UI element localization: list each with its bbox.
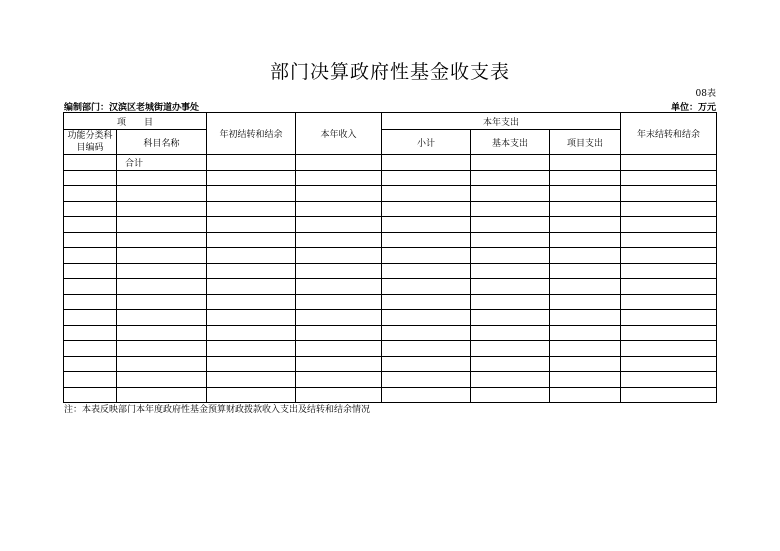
cell-code bbox=[64, 279, 117, 295]
cell-subtotal bbox=[382, 372, 471, 388]
cell-closing bbox=[621, 387, 717, 403]
cell-name bbox=[117, 201, 207, 217]
cell-basic bbox=[471, 372, 550, 388]
cell-name bbox=[117, 217, 207, 233]
cell-name bbox=[117, 372, 207, 388]
header-item: 项 目 bbox=[64, 113, 207, 130]
cell-opening bbox=[207, 217, 296, 233]
cell-opening bbox=[207, 341, 296, 357]
cell-name bbox=[117, 263, 207, 279]
cell-opening bbox=[207, 263, 296, 279]
cell-income bbox=[296, 217, 382, 233]
cell-name: 合计 bbox=[117, 155, 207, 171]
header-project: 项目支出 bbox=[550, 130, 621, 155]
cell-income bbox=[296, 263, 382, 279]
cell-project bbox=[550, 170, 621, 186]
cell-income bbox=[296, 310, 382, 326]
table-row bbox=[64, 372, 717, 388]
table-row bbox=[64, 170, 717, 186]
cell-closing bbox=[621, 155, 717, 171]
cell-opening bbox=[207, 155, 296, 171]
cell-income bbox=[296, 248, 382, 264]
cell-subtotal bbox=[382, 310, 471, 326]
cell-income bbox=[296, 232, 382, 248]
cell-project bbox=[550, 201, 621, 217]
cell-project bbox=[550, 372, 621, 388]
cell-basic bbox=[471, 279, 550, 295]
cell-code bbox=[64, 186, 117, 202]
cell-code bbox=[64, 232, 117, 248]
department-label: 编制部门：汉滨区老城街道办事处 bbox=[64, 103, 200, 113]
cell-subtotal bbox=[382, 325, 471, 341]
table-row bbox=[64, 186, 717, 202]
cell-basic bbox=[471, 294, 550, 310]
cell-closing bbox=[621, 356, 717, 372]
cell-subtotal bbox=[382, 232, 471, 248]
cell-subtotal bbox=[382, 155, 471, 171]
table-row bbox=[64, 325, 717, 341]
cell-project bbox=[550, 356, 621, 372]
cell-name bbox=[117, 294, 207, 310]
cell-basic bbox=[471, 387, 550, 403]
header-basic: 基本支出 bbox=[471, 130, 550, 155]
cell-code bbox=[64, 217, 117, 233]
cell-basic bbox=[471, 217, 550, 233]
table-row bbox=[64, 294, 717, 310]
cell-code bbox=[64, 294, 117, 310]
header-expenditure: 本年支出 bbox=[382, 113, 621, 130]
cell-income bbox=[296, 356, 382, 372]
cell-basic bbox=[471, 248, 550, 264]
cell-subtotal bbox=[382, 387, 471, 403]
cell-opening bbox=[207, 186, 296, 202]
cell-closing bbox=[621, 310, 717, 326]
cell-opening bbox=[207, 372, 296, 388]
table-row bbox=[64, 232, 717, 248]
table-row bbox=[64, 248, 717, 264]
cell-project bbox=[550, 325, 621, 341]
cell-income bbox=[296, 325, 382, 341]
cell-code bbox=[64, 248, 117, 264]
table-row bbox=[64, 263, 717, 279]
cell-closing bbox=[621, 217, 717, 233]
cell-basic bbox=[471, 325, 550, 341]
cell-closing bbox=[621, 263, 717, 279]
cell-income bbox=[296, 155, 382, 171]
cell-project bbox=[550, 263, 621, 279]
cell-opening bbox=[207, 356, 296, 372]
table-code: 08表 bbox=[695, 89, 716, 99]
cell-subtotal bbox=[382, 248, 471, 264]
table-row bbox=[64, 279, 717, 295]
table-row bbox=[64, 387, 717, 403]
cell-project bbox=[550, 232, 621, 248]
cell-name bbox=[117, 356, 207, 372]
cell-opening bbox=[207, 294, 296, 310]
cell-project bbox=[550, 248, 621, 264]
cell-income bbox=[296, 279, 382, 295]
cell-opening bbox=[207, 201, 296, 217]
cell-name bbox=[117, 279, 207, 295]
cell-subtotal bbox=[382, 170, 471, 186]
cell-income bbox=[296, 294, 382, 310]
cell-basic bbox=[471, 232, 550, 248]
table-row bbox=[64, 155, 717, 171]
header-row-2 bbox=[64, 130, 717, 155]
cell-project bbox=[550, 387, 621, 403]
cell-code bbox=[64, 341, 117, 357]
cell-basic bbox=[471, 263, 550, 279]
cell-opening bbox=[207, 310, 296, 326]
cell-subtotal bbox=[382, 341, 471, 357]
cell-name bbox=[117, 170, 207, 186]
table-row bbox=[64, 217, 717, 233]
cell-basic bbox=[471, 356, 550, 372]
cell-code bbox=[64, 170, 117, 186]
cell-code bbox=[64, 325, 117, 341]
cell-closing bbox=[621, 372, 717, 388]
header-subtotal: 小计 bbox=[382, 130, 471, 155]
cell-project bbox=[550, 341, 621, 357]
cell-code bbox=[64, 356, 117, 372]
cell-closing bbox=[621, 248, 717, 264]
cell-project bbox=[550, 217, 621, 233]
cell-basic bbox=[471, 341, 550, 357]
table-row bbox=[64, 201, 717, 217]
cell-income bbox=[296, 186, 382, 202]
cell-code bbox=[64, 387, 117, 403]
unit-label: 单位：万元 bbox=[670, 103, 716, 113]
cell-closing bbox=[621, 325, 717, 341]
cell-basic bbox=[471, 186, 550, 202]
cell-closing bbox=[621, 201, 717, 217]
cell-closing bbox=[621, 279, 717, 295]
header-closing-balance: 年末结转和结余 bbox=[621, 113, 717, 155]
cell-income bbox=[296, 341, 382, 357]
cell-income bbox=[296, 201, 382, 217]
cell-opening bbox=[207, 279, 296, 295]
cell-code bbox=[64, 310, 117, 326]
cell-subtotal bbox=[382, 263, 471, 279]
cell-basic bbox=[471, 310, 550, 326]
cell-project bbox=[550, 310, 621, 326]
cell-code bbox=[64, 372, 117, 388]
page-title: 部门决算政府性基金收支表 bbox=[269, 61, 510, 83]
cell-project bbox=[550, 294, 621, 310]
header-row-1 bbox=[64, 113, 717, 130]
cell-subtotal bbox=[382, 201, 471, 217]
cell-name bbox=[117, 232, 207, 248]
cell-subtotal bbox=[382, 294, 471, 310]
cell-opening bbox=[207, 232, 296, 248]
cell-closing bbox=[621, 341, 717, 357]
cell-project bbox=[550, 186, 621, 202]
cell-closing bbox=[621, 232, 717, 248]
table-row bbox=[64, 310, 717, 326]
cell-income bbox=[296, 387, 382, 403]
header-func-code-line1: 功能分类科 bbox=[67, 131, 113, 141]
cell-closing bbox=[621, 186, 717, 202]
cell-opening bbox=[207, 170, 296, 186]
fund-table bbox=[63, 112, 717, 403]
cell-name bbox=[117, 341, 207, 357]
cell-closing bbox=[621, 294, 717, 310]
cell-basic bbox=[471, 201, 550, 217]
cell-project bbox=[550, 155, 621, 171]
table-row bbox=[64, 341, 717, 357]
header-func-code bbox=[64, 130, 117, 155]
cell-basic bbox=[471, 155, 550, 171]
cell-subtotal bbox=[382, 279, 471, 295]
cell-subtotal bbox=[382, 217, 471, 233]
cell-code bbox=[64, 155, 117, 171]
cell-name bbox=[117, 248, 207, 264]
cell-code bbox=[64, 263, 117, 279]
cell-name bbox=[117, 387, 207, 403]
cell-basic bbox=[471, 170, 550, 186]
cell-subtotal bbox=[382, 356, 471, 372]
header-subject-name: 科目名称 bbox=[117, 130, 207, 155]
cell-name bbox=[117, 325, 207, 341]
cell-opening bbox=[207, 387, 296, 403]
header-income: 本年收入 bbox=[296, 113, 382, 155]
cell-code bbox=[64, 201, 117, 217]
header-func-code-line2: 目编码 bbox=[76, 143, 104, 153]
cell-subtotal bbox=[382, 186, 471, 202]
cell-income bbox=[296, 372, 382, 388]
table-row bbox=[64, 356, 717, 372]
cell-project bbox=[550, 279, 621, 295]
cell-opening bbox=[207, 248, 296, 264]
footnote: 注：本表反映部门本年度政府性基金预算财政拨款收入支出及结转和结余情况 bbox=[64, 405, 371, 415]
cell-opening bbox=[207, 325, 296, 341]
cell-name bbox=[117, 186, 207, 202]
cell-closing bbox=[621, 170, 717, 186]
cell-income bbox=[296, 170, 382, 186]
cell-name bbox=[117, 310, 207, 326]
header-opening-balance: 年初结转和结余 bbox=[207, 113, 296, 155]
